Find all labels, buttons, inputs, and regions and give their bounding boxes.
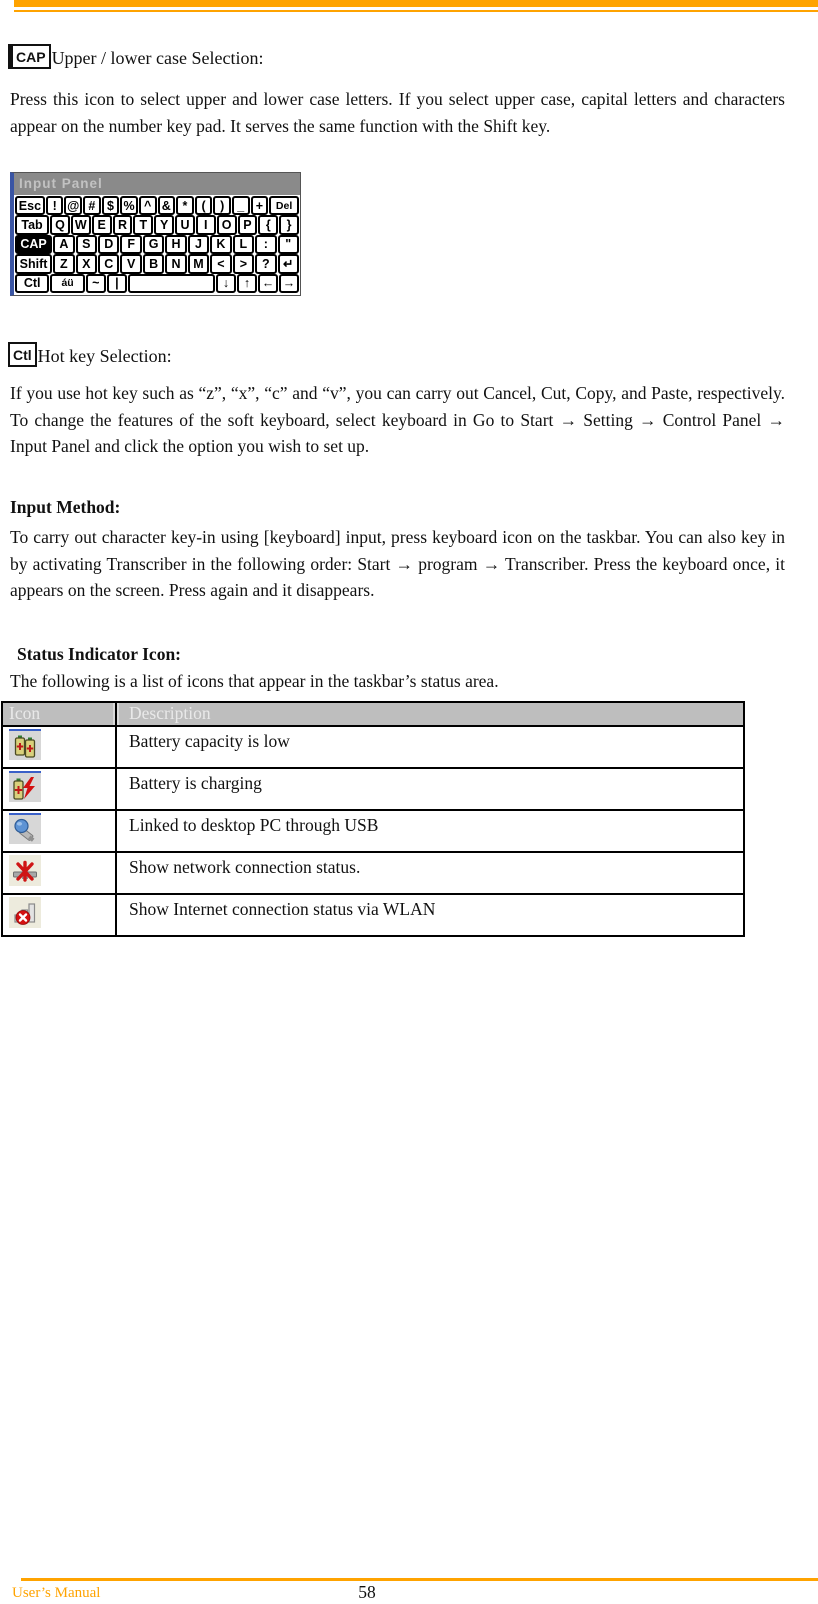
key-_: _ xyxy=(232,196,250,215)
table-row xyxy=(2,894,744,936)
status-description: Show network connection status. xyxy=(116,852,744,894)
table-row xyxy=(2,852,744,894)
key-s: S xyxy=(76,235,97,254)
key-~: ~ xyxy=(86,274,106,293)
key-k: K xyxy=(210,235,231,254)
page-top-accent-bar xyxy=(14,0,818,7)
key-|: | xyxy=(107,274,127,293)
key-f: F xyxy=(120,235,141,254)
key-g: G xyxy=(143,235,164,254)
key-?: ? xyxy=(255,254,276,273)
status-description: Battery is charging xyxy=(116,768,744,810)
key-+: + xyxy=(251,196,269,215)
key-!: ! xyxy=(46,196,64,215)
input-panel-screenshot xyxy=(10,172,301,296)
status-indicator-heading: Status Indicator Icon: xyxy=(17,644,182,664)
status-description: Linked to desktop PC through USB xyxy=(116,810,744,852)
key-←: ← xyxy=(258,274,278,293)
hotkey-paragraph: If you use hot key such as “z”, “x”, “c” and “v”, you can carry out Cancel, Cut, Copy, and Paste, respectively. To change the features of the soft keyboard, select keyboard in Go to Start → Setting → Control Panel → Input Panel and click the option you wish to set up. xyxy=(10,383,785,456)
key-x: X xyxy=(76,254,97,273)
footer-accent-line xyxy=(21,1578,818,1581)
key-áü: áü xyxy=(50,274,84,293)
key-↓: ↓ xyxy=(216,274,236,293)
cap-key-icon: CAP xyxy=(8,44,51,69)
key-q: Q xyxy=(50,215,70,234)
wlan-connection-icon xyxy=(9,897,41,928)
key-%: % xyxy=(120,196,138,215)
key-w: W xyxy=(71,215,91,234)
keyboard-keys xyxy=(14,195,300,293)
key-b: B xyxy=(143,254,164,273)
hotkey-section-heading xyxy=(8,342,788,367)
description-column-header: Description xyxy=(116,702,744,726)
uppercase-section-heading xyxy=(8,44,788,69)
key-↑: ↑ xyxy=(237,274,257,293)
key-}: } xyxy=(279,215,299,234)
footer-page-number: 58 xyxy=(358,1582,376,1602)
key-m: M xyxy=(188,254,209,273)
key-^: ^ xyxy=(139,196,157,215)
table-row xyxy=(2,810,744,852)
battery-low-icon xyxy=(9,729,41,760)
key-v: V xyxy=(120,254,141,273)
key-a: A xyxy=(53,235,74,254)
key-n: N xyxy=(165,254,186,273)
key-u: U xyxy=(175,215,195,234)
key-p: P xyxy=(238,215,258,234)
key-{: { xyxy=(258,215,278,234)
status-description: Show Internet connection status via WLAN xyxy=(116,894,744,936)
key-cap: CAP xyxy=(15,235,52,254)
key-ctl: Ctl xyxy=(15,274,49,293)
key-j: J xyxy=(188,235,209,254)
page-top-accent-line xyxy=(14,10,818,12)
key-$: $ xyxy=(102,196,120,215)
input-panel-title: Input Panel xyxy=(14,173,300,195)
key-:: : xyxy=(255,235,276,254)
key-del: Del xyxy=(269,196,299,215)
key-l: L xyxy=(233,235,254,254)
key-r: R xyxy=(113,215,133,234)
status-description: Battery capacity is low xyxy=(116,726,744,768)
key-): ) xyxy=(213,196,231,215)
key-t: T xyxy=(133,215,153,234)
key-esc: Esc xyxy=(15,196,45,215)
status-icon-table xyxy=(1,701,745,937)
key->: > xyxy=(233,254,254,273)
key-<: < xyxy=(210,254,231,273)
key-o: O xyxy=(217,215,237,234)
uppercase-paragraph: Press this icon to select upper and lower case letters. If you select upper case, capital letters and characters appear on the number key pad. It serves the same function with the Shift key. xyxy=(10,89,785,136)
key-@: @ xyxy=(64,196,82,215)
key-c: C xyxy=(98,254,119,273)
icon-column-header: Icon xyxy=(2,702,116,726)
key-#: # xyxy=(83,196,101,215)
key-h: H xyxy=(165,235,186,254)
table-row xyxy=(2,726,744,768)
key-(: ( xyxy=(195,196,213,215)
key-→: → xyxy=(279,274,299,293)
table-header-row xyxy=(2,702,744,726)
network-connection-icon xyxy=(9,855,41,886)
usb-link-icon xyxy=(9,813,41,844)
key-z: Z xyxy=(53,254,74,273)
battery-charging-icon xyxy=(9,771,41,802)
uppercase-heading-text: Upper / lower case Selection: xyxy=(51,48,264,68)
ctl-key-icon: Ctl xyxy=(8,342,37,367)
table-row xyxy=(2,768,744,810)
input-method-paragraph: To carry out character key-in using [keyboard] input, press keyboard icon on the taskbar. You can also key in by activating Transcriber in the following order: Start → program → Transcriber. Press the keyboard once, it appears on the screen. Press again and it disappears. xyxy=(10,527,785,600)
key-space xyxy=(128,274,215,293)
key-d: D xyxy=(98,235,119,254)
hotkey-heading-text: Hot key Selection: xyxy=(37,346,172,366)
input-method-heading: Input Method: xyxy=(10,497,121,517)
key-e: E xyxy=(92,215,112,234)
key-↵: ↵ xyxy=(278,254,299,273)
key-&: & xyxy=(158,196,176,215)
key-i: I xyxy=(196,215,216,234)
key-tab: Tab xyxy=(15,215,49,234)
key-*: * xyxy=(176,196,194,215)
footer-manual-label: User’s Manual xyxy=(12,1585,101,1601)
key-": " xyxy=(278,235,299,254)
key-shift: Shift xyxy=(15,254,52,273)
key-y: Y xyxy=(154,215,174,234)
status-indicator-intro: The following is a list of icons that appear in the taskbar’s status area. xyxy=(10,671,499,691)
